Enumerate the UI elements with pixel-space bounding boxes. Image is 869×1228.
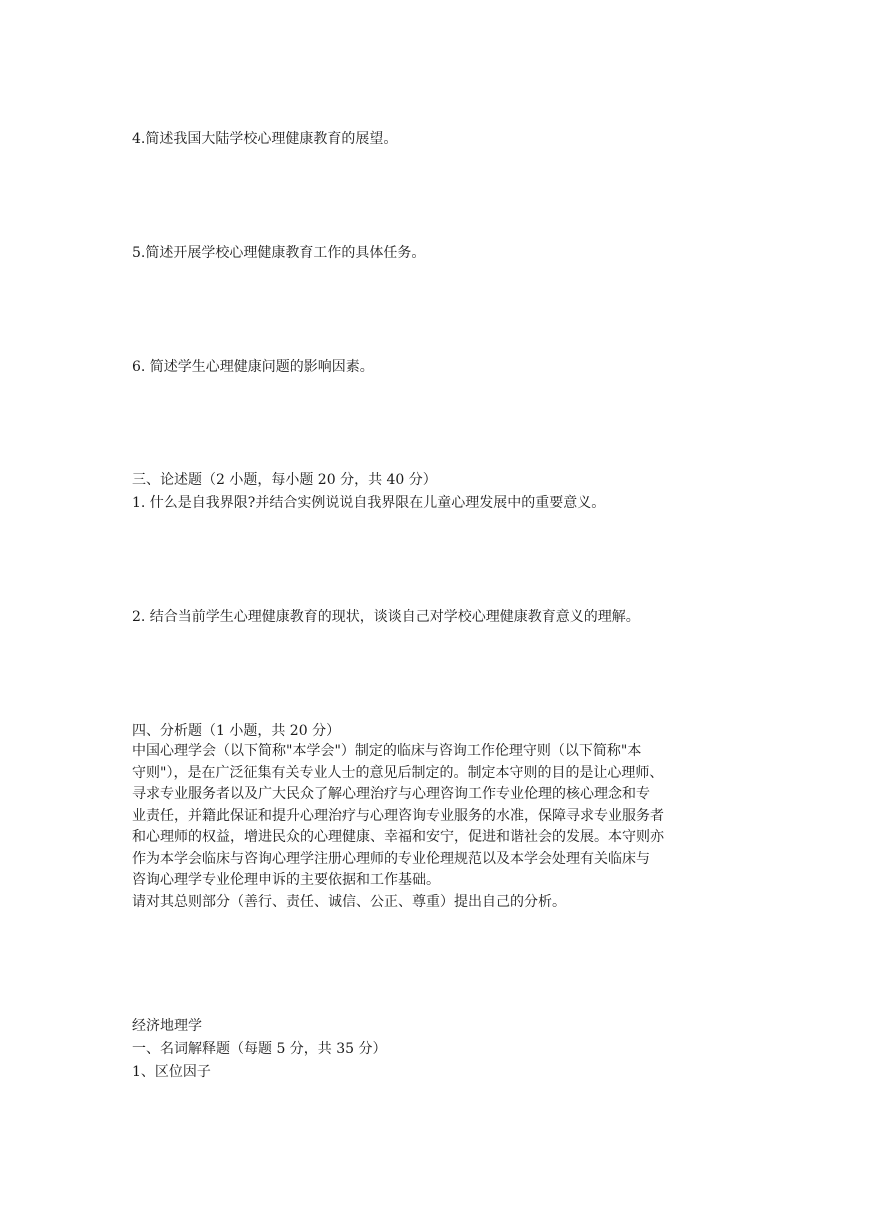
passage-line: 业责任，并籍此保证和提升心理治疗与心理咨询专业服务的水准，保障寻求专业服务者 [132,807,664,824]
analysis-passage [132,741,722,913]
passage-line: 作为本学会临床与咨询心理学注册心理师的专业伦理规范以及本学会处理有关临床与 [132,850,650,867]
econ-item-1: 1、区位因子 [132,1064,211,1080]
passage-line: 请对其总则部分（善行、责任、诚信、公正、尊重）提出自己的分析。 [132,893,566,910]
essay-question-1: 1. 什么是自我界限?并结合实例说说自我界限在儿童心理发展中的重要意义。 [132,495,606,511]
section-3-heading: 三、论述题（2 小题，每小题 20 分，共 40 分） [132,472,437,488]
question-5: 5.简述开展学校心理健康教育工作的具体任务。 [132,245,426,261]
economic-geography-title: 经济地理学 [132,1018,202,1034]
passage-line: 和心理师的权益，增进民众的心理健康、幸福和安宁，促进和谐社会的发展。本守则亦 [132,829,664,845]
question-6: 6. 简述学生心理健康问题的影响因素。 [132,359,374,375]
passage-line: 中国心理学会（以下简称"本学会"）制定的临床与咨询工作伦理守则（以下简称"本 [132,743,642,759]
passage-line: 守则"），是在广泛征集有关专业人士的意见后制定的。制定本守则的目的是让心理师、 [132,764,664,781]
question-4: 4.简述我国大陆学校心理健康教育的展望。 [132,131,398,147]
passage-line: 咨询心理学专业伦理申诉的主要依据和工作基础。 [132,872,440,888]
econ-section-1-heading: 一、名词解释题（每题 5 分，共 35 分） [132,1041,387,1057]
section-4-heading: 四、分析题（1 小题，共 20 分） [132,723,341,739]
passage-line: 寻求专业服务者以及广大民众了解心理治疗与心理咨询工作专业伦理的核心理念和专 [132,786,650,802]
essay-question-2: 2. 结合当前学生心理健康教育的现状，谈谈自己对学校心理健康教育意义的理解。 [132,609,640,625]
